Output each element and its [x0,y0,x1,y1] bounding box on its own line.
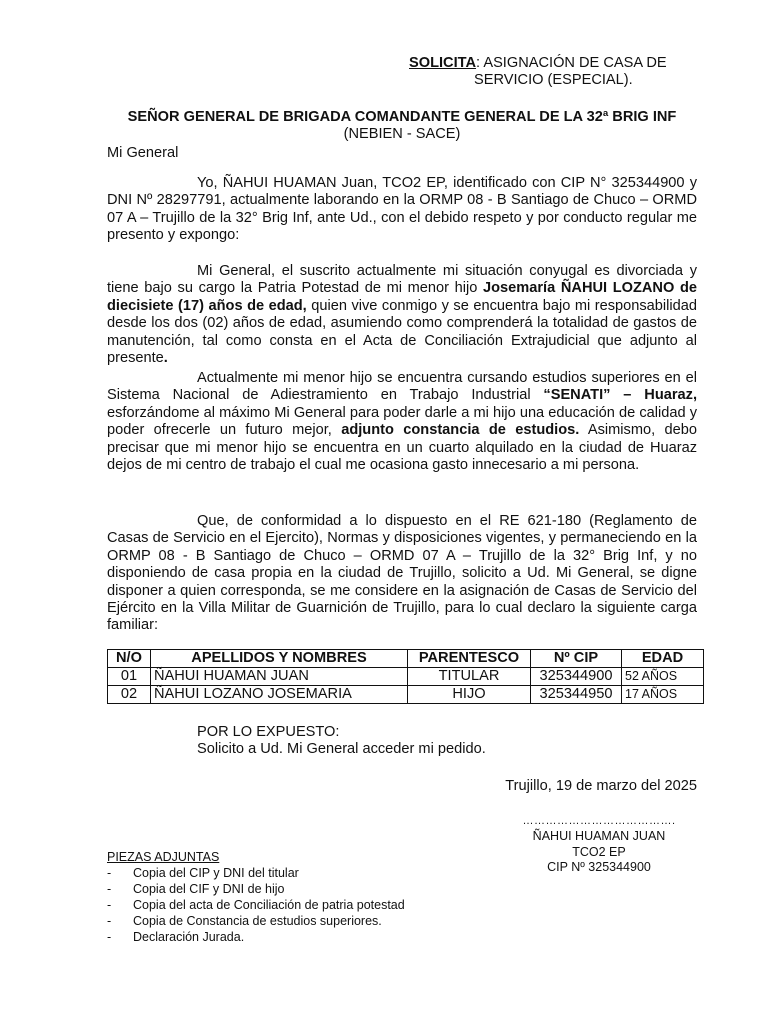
subject-text-line1: : ASIGNACIÓN DE CASA DE [476,55,667,71]
attachments-title: PIEZAS ADJUNTAS [107,850,220,864]
list-item-text: Copia del CIP y DNI del titular [133,866,299,880]
table-cell: ÑAHUI HUAMAN JUAN [151,668,408,686]
table-cell: 02 [108,686,151,704]
closing-line-1: POR LO EXPUESTO: [197,724,340,740]
table-cell: HIJO [408,686,531,704]
signature-line: …………………………………. [522,815,676,827]
subject-text-line2: SERVICIO (ESPECIAL). [474,72,633,89]
table-header-age: EDAD [622,650,704,668]
paragraph-1-text: Yo, ÑAHUI HUAMAN Juan, TCO2 EP, identificado con CIP N° 325344900 y DNI Nº 28297791, actualmente laborando en la ORMP 08 - B Santiago de Chuco – ORMD 07 A – Trujillo de la 32° Brig Inf, ante Ud., con el debido respeto y por conducto regular me presento y expongo: [107,175,697,244]
paragraph-3-text-e: Asimismo, debo precisar que mi menor hijo se encuentra en un cuarto alquilado en la ciudad de Huaraz dejos de mi centro de trabajo el cual me ocasiona gasto innecesario a mi persona. [107,422,697,474]
table-row [108,686,704,704]
table-header-relationship: PARENTESCO [408,650,531,668]
list-item: - Declaración Jurada. [107,930,245,944]
paragraph-3-bold-senati: “SENATI” – Huaraz, [543,387,698,404]
paragraph-3-text-a: Actualmente mi menor hijo se encuentra cursando estudios superiores en el Sistema Nacional de Adiestramiento en Trabajo Industrial [107,370,697,404]
signature-block [507,815,691,876]
document-date: Trujillo, 19 de marzo del 2025 [505,778,697,794]
list-item-text: Copia de Constancia de estudios superiores. [133,914,382,928]
paragraph-4 [107,513,697,635]
table-header-cip: Nº CIP [531,650,622,668]
signature-name: ÑAHUI HUAMAN JUAN [532,829,666,843]
table-cell: ÑAHUI LOZANO JOSEMARIA [151,686,408,704]
paragraph-2-bold-period: . [163,350,168,367]
paragraph-3-text-c: esforzándome al máximo Mi General para poder darle a mi hijo una educación de calidad y poder ofrecerle un futuro mejor, [107,404,697,439]
table-header-no: N/O [108,650,151,668]
paragraph-1 [107,175,697,245]
salutation: Mi General [107,145,179,161]
paragraph-4-text: Que, de conformidad a lo dispuesto en el RE 621-180 (Reglamento de Casas de Servicio en el Ejercito), Normas y disposiciones vigentes, y permaneciendo en la ORMP 08 - B Santiago de Chuco – ORMD 07 A – Trujillo de la 32° Brig Inf, y no disponiendo de casa propia en la ciudad de Trujillo, solicito a Ud. Mi General, se digne disponer a quien corresponda, se me considere en la asignación de Casas de Servicio del Ejército en la Villa Militar de Guarnición de Trujillo, para lo cual declaro la siguiente carga familiar: [107,513,697,634]
list-item: - Copia del CIF y DNI de hijo [107,882,285,896]
closing-line-2: Solicito a Ud. Mi General acceder mi pedido. [197,741,486,758]
paragraph-2-text-a: Mi General, el suscrito actualmente mi situación conyugal es divorciada y tiene bajo su cargo la Patria Potestad de mi menor hijo [107,263,697,297]
table-cell: 325344950 [531,686,622,704]
list-item-text: Copia del CIF y DNI de hijo [133,882,285,896]
recipient-header [107,109,697,144]
list-item: - Copia de Constancia de estudios superiores. [107,914,382,928]
signature-rank: TCO2 EP [572,844,626,859]
signature-cip: CIP Nº 325344900 [547,860,651,874]
table-cell: 17 AÑOS [622,686,704,704]
paragraph-3-bold-constancia: adjunto constancia de estudios. [341,422,580,439]
paragraph-3 [107,370,697,474]
recipient-title: SEÑOR GENERAL DE BRIGADA COMANDANTE GENERAL DE LA 32ª BRIG INF [127,109,677,125]
attachments-block [107,849,405,945]
paragraph-2 [107,263,697,367]
list-item-text: Copia del acta de Conciliación de patria potestad [133,898,405,912]
table-header-names: APELLIDOS Y NOMBRES [151,650,408,668]
list-item: - Copia del CIP y DNI del titular [107,866,299,880]
table-row [108,668,704,686]
paragraph-2-text-c: quien vive conmigo y se encuentra bajo mi responsabilidad desde los dos (02) años de edad, asumiendo como comprenderá la totalidad de gastos de manutención, tal como consta en el Acta de Conciliación Extrajudicial que adjunto al presente [107,297,697,367]
table-cell: 52 AÑOS [622,668,704,686]
attachments-list [107,865,405,945]
paragraph-2-bold-child: Josemaría ÑAHUI LOZANO de diecisiete (17) años de edad, [107,280,697,314]
list-item: - Copia del acta de Conciliación de patria potestad [107,898,405,912]
subject-label: SOLICITA [409,55,477,71]
table-cell: 325344900 [531,668,622,686]
table-header-row [108,650,704,668]
table-cell: TITULAR [408,668,531,686]
closing-block [197,724,486,759]
recipient-unit: (NEBIEN - SACE) [343,126,461,143]
subject-block [409,55,697,90]
table-cell: 01 [108,668,151,686]
family-table [107,649,704,704]
list-item-text: Declaración Jurada. [133,930,245,944]
